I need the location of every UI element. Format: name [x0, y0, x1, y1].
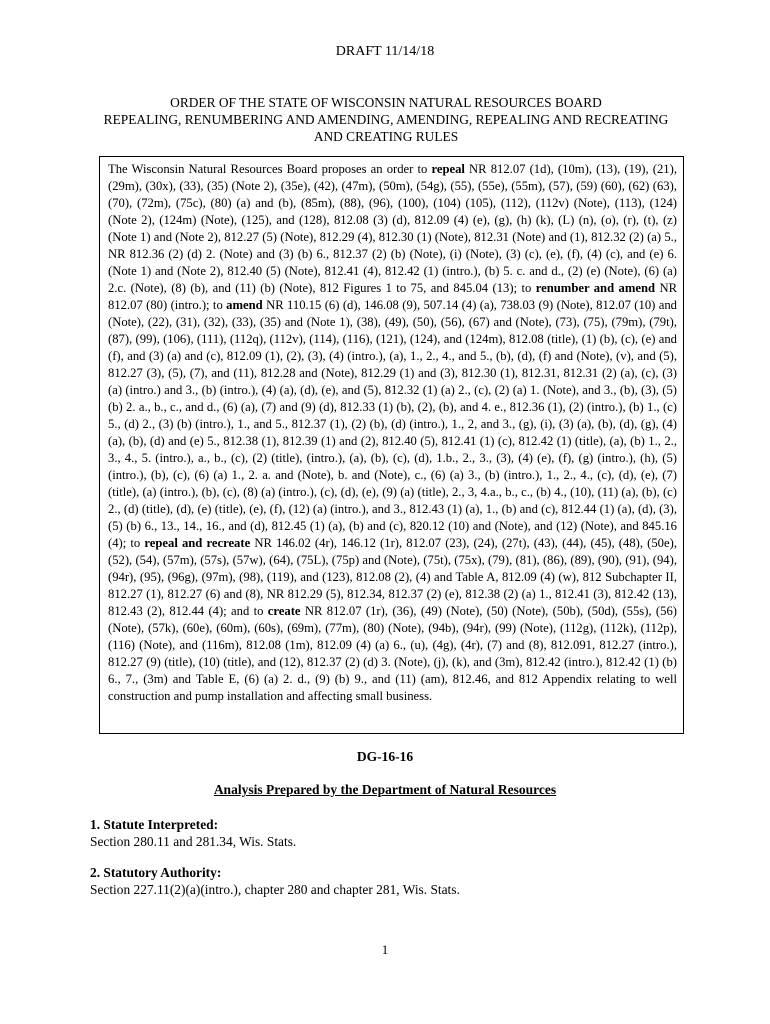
repeal-provisions: NR 812.07 (1d), (10m), (13), (19), (21), (29m), (30x), (33), (35) (Note 2), (35e), (42), (47m), (50m), (54g), (55), (55e), (55m), (57), (59) (60), (62) (63), (70), (72m), (75c), (80) (a) and (b), (85m), (88), (96), (100), (104) (105), (112), (112v) (Note), (113), (124) (Note 2), (124m) (Note), (125), and (128), 812.08 (3) (d), 812.09 (4) (e), (g), (h) (k), (L) (n), (o), (r), (t), (z) (Note 1) and (Note 2), 812.27 (5) (Note), 812.29 (4), 812.30 (1) (Note), 812.31 (Note) and (1), 812.32 (2) (a) 5., NR 812.36 (2) (d) 2. (Note) and (3) (b) 6., 812.37 (2) (b) (Note), (i) (Note), (3) (c), (e), (f), (4) (c), and (e) 6. (Note 1) and (Note 2), 812.40 (5) (Note), 812.41 (4), 812.42 (1) (intro.), (b) 5. c. and d., (2) (e) (Note), (6) (a) 2.c. (Note), (8) (b), and (11) (b) (Note), 812 Figures 1 to 75, and 845.04 (13); to [108, 162, 677, 295]
summary-intro: The Wisconsin Natural Resources Board proposes an order to [108, 162, 428, 176]
repeal-recreate-provisions: NR 146.02 (4r), 146.12 (1r), 812.07 (23), (24), (27t), (43), (44), (45), (48), (50e), (52), (54), (57m), (57s), (57w), (64), (75L), (75p) and (Note), (75t), (75x), (79), (81), (86), (89), (90), (91), (94), (94r), (95), (96g), (97m), (98), (119), and (123), 812.08 (2), (4) and Table A, 812.09 (4) (w), 812 Subchapter II, 812.27 (1), 812.27 (6) and (8), NR 812.29 (5), 812.34, 812.37 (2) (e), 812.38 (2) (a) 1., 812.41 (3), 812.42 (13), 812.43 (2), 812.44 (4); and to [108, 536, 677, 618]
section-statute-interpreted [90, 816, 690, 850]
create-provisions: NR 812.07 (1r), (36), (49) (Note), (50) (Note), (50b), (50d), (55s), (56) (Note), (57k), (60e), (60m), (60s), (69m), (77m), (80) (Note), (94b), (94r), (99) (Note), (112g), (112k), (112p), (116) (Note), and (116m), 812.08 (1m), 812.09 (4) (a) 6., (u), (4g), (4r), (7) and (8), 812.091, 812.27 (intro.), 812.27 (9) (title), (10) (title), and (12), 812.37 (2) (d) 3. (Note), (j), (k), and (3m), 812.42 (intro.), 812.42 (1) (b) 6., 7., (3m) and Table E, (6) (a) 2. d., (9) (b) 9., and (11) (am), 812.46, and 812 Appendix relating to well construction and pump installation and affecting small business. [108, 604, 677, 703]
section-text: Section 280.11 and 281.34, Wis. Stats. [90, 834, 297, 849]
keyword-amend: amend [226, 298, 263, 312]
analysis-heading: Analysis Prepared by the Department of Natural Resources [213, 782, 557, 797]
title-line-1: ORDER OF THE STATE OF WISCONSIN NATURAL RESOURCES BOARD [170, 95, 602, 110]
keyword-renumber-amend: renumber and amend [535, 281, 656, 295]
keyword-repeal-recreate: repeal and recreate [144, 536, 251, 550]
section-heading: 1. Statute Interpreted: [90, 817, 219, 832]
renumber-provisions: NR 812.07 (80) (intro.); to [108, 281, 677, 312]
section-heading: 2. Statutory Authority: [90, 865, 222, 880]
page-number: 1 [381, 942, 389, 957]
keyword-create: create [267, 604, 301, 618]
order-title [90, 94, 682, 145]
section-statutory-authority [90, 864, 690, 898]
title-line-2: REPEALING, RENUMBERING AND AMENDING, AMENDING, REPEALING AND RECREATING [103, 112, 669, 127]
section-text: Section 227.11(2)(a)(intro.), chapter 280 and chapter 281, Wis. Stats. [90, 882, 460, 897]
order-summary-box [99, 156, 684, 734]
title-line-3: AND CREATING RULES [313, 129, 459, 144]
keyword-repeal: repeal [431, 162, 465, 176]
docket-number: DG-16-16 [356, 749, 414, 764]
amend-provisions: NR 110.15 (6) (d), 146.08 (9), 507.14 (4) (a), 738.03 (9) (Note), 812.07 (10) and (Note), (22), (31), (32), (33), (35) and (Note 1), (38), (49), (50), (56), (67) and (Note), (73), (75), (79m), (79t), (87), (99), (106), (111), (112q), (112v), (114), (116), (121), (124), and (124m), 812.08 (title), (1) (b), (c), (e) and (f), and (3) (a) and (c), 812.09 (1), (2), (3), (4) (intro.), (a), 1., 2., 4., and 5., (b), (d), (f) and (Note), (v), and (5), 812.27 (3), (5), (7), and (11), 812.28 and (Note), 812.29 (1) and (3), 812.30 (1), 812.31, 812.31 (2) (a), (c), (3) (a) (intro.) and 3., (b) (intro.), (4) (a), (d), (e), and (5), 812.32 (1) (a) 2., (c), (2) (a) 1. (Note), and 3., (b), (3), (5) (b) 2. a., b., c., and d., (6) (a), (7) and (9) (d), 812.33 (1) (b), (2), (b), and 4. e., 812.36 (1), (2) (intro.), (b) 1., (c) 5., (d) 2., (3) (b) (intro.), 1., and 5., 812.37 (1), (2) (b), (d) (intro.), 1., 2, and 3., (g), (i), (3) (a), (b), (d), (g), (4) (a), (b), (d) and (e) 5., 812.38 (1), 812.39 (1) and (2), 812.40 (5), 812.41 (1) (c), 812.42 (1) (title), (a), (b) 1., 2., 3., 4., 5. (intro.), a., b., (c), (2) (title), (intro.), (a), (b), (c), (d), 1.b., 2., 3., (3), (4) (e), (f), (g) (intro.), (h), (5) (intro.), (b), (c), (6) (a) 1., 2. a. and (Note), b. and (Note), c., (6) (a) 3., (b) (intro.), 1., 2., 4., (c), (d), (e), (7) (title), (a) (intro.), (b), (c), (8) (a) (intro.), (c), (d), (e), (9) (a) (title), 2., 3, 4.a., b., c., (b) 4., (10), (11) (a), (b), (c) 2., (d) (title), (d), (e) (title), (e), (f), (12) (a) (intro.), and 3., 812.43 (1) (a), 1., (b) and (c), 812.44 (1) (a), (d), (3), (5) (b) 6., 13., 14., 16., and (d), 812.45 (1) (a), (b) and (c), 820.12 (10) and (Note), and (12) (Note), and 845.16 (4); to [108, 298, 677, 550]
draft-date: DRAFT 11/14/18 [335, 44, 435, 59]
